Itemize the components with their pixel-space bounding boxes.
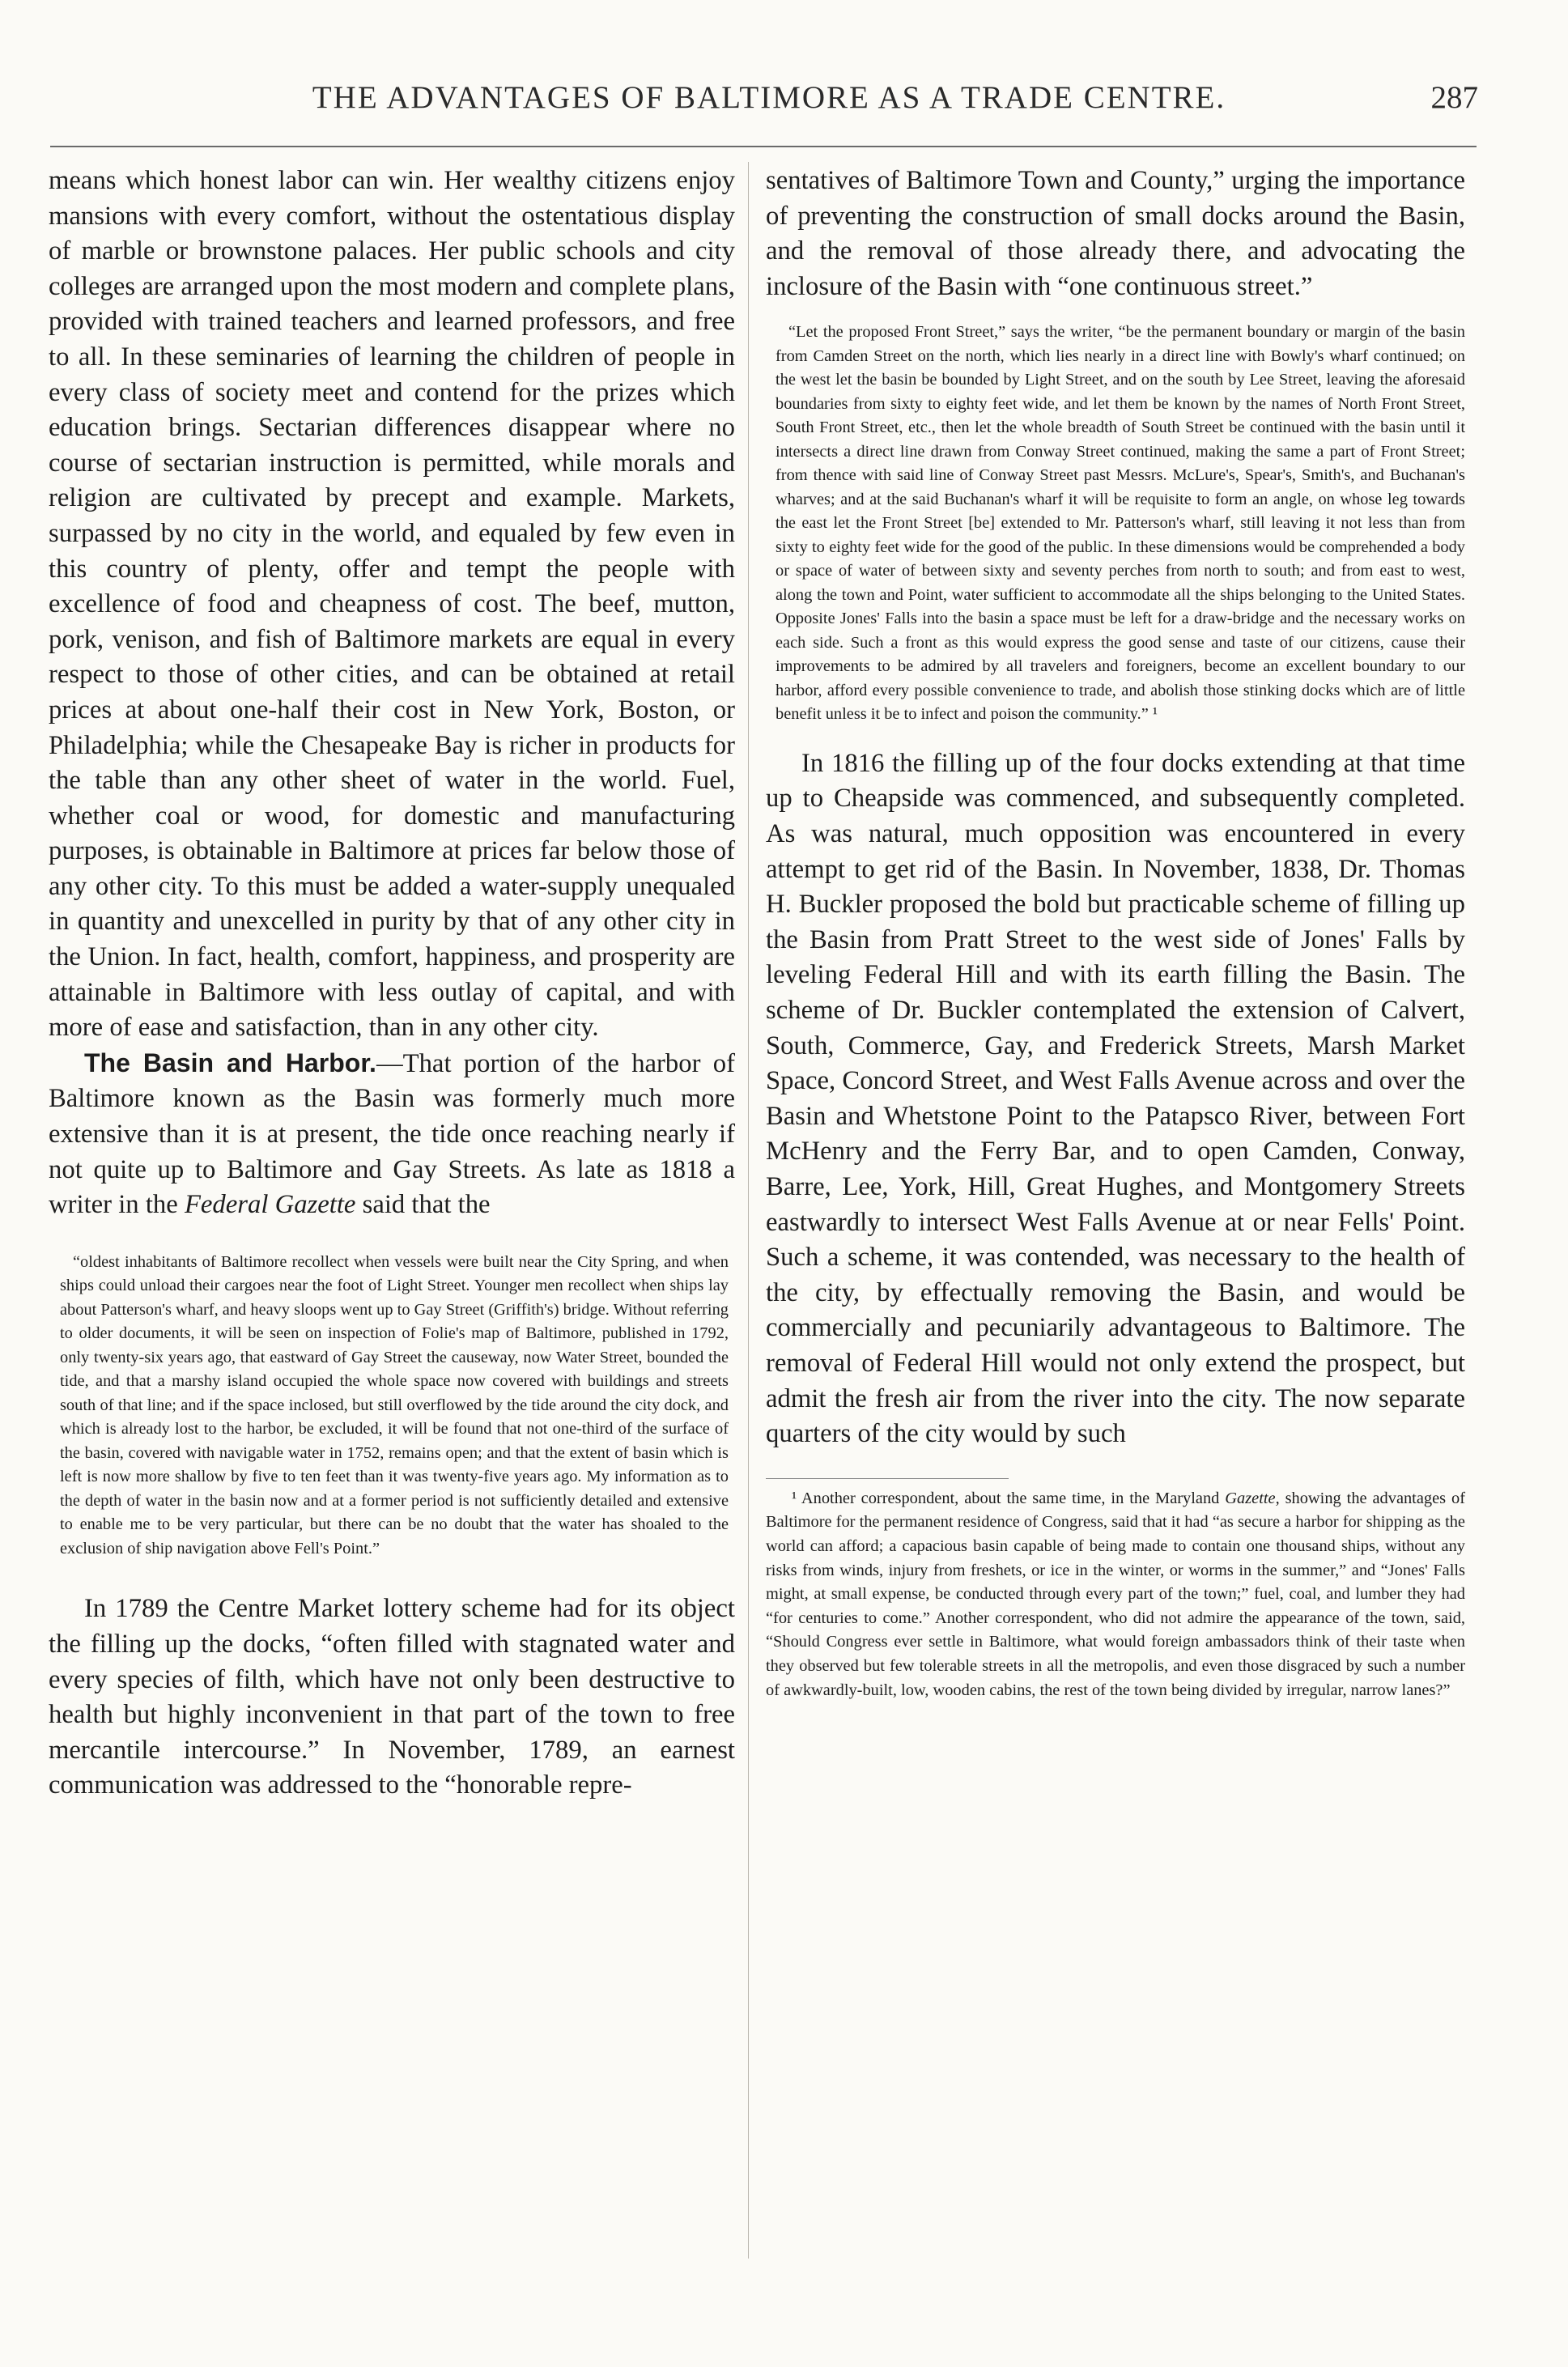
basin-harbor-paragraph xyxy=(49,1046,735,1223)
page-number: 287 xyxy=(1430,80,1478,115)
italic-publication: Federal Gazette xyxy=(184,1190,356,1220)
block-quote: “oldest inhabitants of Baltimore recollect when vessels were built near the City Spring, and when ships could unload their cargoes near the foot of Light Street. Younger men recollect when ships lay about Patterson's wharf, and heavy sloops went up to Gay Street (Griffith's) bridge. Without referring to older documents, it will be seen on inspection of Folie's map of Baltimore, published in 1792, only twenty-six years ago, that eastward of Gay Street the causeway, now Water Street, bounded the tide, and that a marshy island occupied the whole space now covered with buildings and streets south of that line; and if the space inclosed, but still overflowed by the tide around the city dock, and which is already lost to the harbor, be excluded, it will be found that not one-third of the surface of the basin, covered with navigable water in 1752, remains open; and that the extent of basin which is left is now more shallow by five to ten feet than it was twenty-five years ago. My information as to the depth of water in the basin now and at a former period is not sufficiently detailed and extensive to enable me to be very particular, but there can be no doubt that the water has shoaled to the exclusion of ship navigation above Fell's Point.” xyxy=(60,1252,729,1557)
right-column xyxy=(766,164,1465,1702)
header-rule xyxy=(50,146,1477,147)
body-paragraph: means which honest labor can win. Her wealthy citizens enjoy mansions with every comfort, without the ostentatious display of marble or brownstone palaces. Her public schools and city colleges are arranged upon the most modern and complete plans, provided with trained teachers and learned professors, and free to all. In these seminaries of learning the children of people in every class of society meet and contend for the prizes which education brings. Sectarian differences disappear where no course of sectarian instruction is permitted, while morals and religion are cultivated by precept and example. Markets, surpassed by no city in the world, and equaled by few even in this country of plenty, offer and tempt the people with excellence of food and cheapness of cost. The beef, mutton, pork, venison, and fish of Baltimore markets are equal in every respect to those of other cities, and can be obtained at retail prices at about one-half their cost in New York, Boston, or Philadelphia; while the Chesapeake Bay is richer in products for the table than any other sheet of water in the world. Fuel, whether coal or wood, for domestic and manufacturing purposes, is obtainable in Baltimore at prices far below those of any other city. To this must be added a water-supply unequaled in quantity and unexcelled in purity by that of any other city in the Union. In fact, health, comfort, happiness, and prosperity are attainable in Baltimore with less outlay of capital, and with more of ease and satisfaction, than in any other city. xyxy=(49,166,735,1043)
paragraph-text: —That portion of the harbor of Baltimore known as the Basin was formerly much more extensive than it is at present, the tide once reaching nearly if not quite up to Baltimore and Gay Streets. As late as 1818 a writer in the xyxy=(49,1048,736,1220)
italic-publication: Gazette, xyxy=(1225,1489,1280,1507)
left-column xyxy=(49,164,735,1804)
column-divider xyxy=(748,162,749,2259)
block-quote: “Let the proposed Front Street,” says the writer, “be the permanent boundary or margin of the basin from Camden Street on the north, which lies nearly in a direct line with Bowly's wharf continued; on the west let the basin be bounded by Light Street, and on the south by Lee Street, leaving the aforesaid boundaries from sixty to eighty feet wide, and let them be known by the names of North Front Street, South Front Street, etc., then let the whole breadth of South Street be continued with the basin until it intersects a direct line drawn from Conway Street continued, making the same a part of Front Street; from thence with said line of Conway Street past Messrs. McLure's, Spear's, Smith's, and Buchanan's wharves; and at the said Buchanan's wharf it will be requisite to form an angle, on whose leg towards the east let the Front Street [be] extended to Mr. Patterson's wharf, still leaving it not less than from sixty to eighty feet wide for the good of the public. In these dimensions would be comprehended a body or space of water of between sixty and seventy perches from north to south; and from east to west, along the town and Point, water sufficient to accommodate all the ships belonging to the United States. Opposite Jones' Falls into the basin a space must be left for a draw-bridge and the necessary works on each side. Such a front as this would express the good sense and taste of our citizens, cause their improvements to be admired by all travelers and foreigners, become an excellent boundary to our harbor, afford every possible convenience to trade, and abolish those stinking docks which are of little benefit unless it be to infect and poison the community.” ¹ xyxy=(776,323,1465,724)
section-heading: The Basin and Harbor. xyxy=(84,1048,376,1077)
running-header xyxy=(219,79,1478,130)
footnote-text: ¹ Another correspondent, about the same time, in the Maryland xyxy=(792,1489,1226,1507)
body-paragraph: In 1816 the filling up of the four docks extending at that time up to Cheapside was commenced, and subsequently completed. As was natural, much opposition was encountered in every attempt to get rid of the Basin. In November, 1838, Dr. Thomas H. Buckler proposed the bold but practicable scheme of filling up the Basin from Pratt Street to the west side of Jones' Falls by leveling Federal Hill and with its earth filling the Basin. The scheme of Dr. Buckler contemplated the extension of Calvert, South, Commerce, Gay, and Frederick Streets, Marsh Market Space, Concord Street, and West Falls Avenue across and over the Basin and Whetstone Point to the Patapsco River, between Fort McHenry and the Ferry Bar, and to open Camden, Conway, Barre, Lee, York, Hill, Great Hughes, and Montgomery Streets eastwardly to intersect West Falls Avenue at or near Fells' Point. Such a scheme, it was contended, was necessary to the health of the city, by effectually removing the Basin, and would be commercially and pecuniarily advantageous to Baltimore. The removal of Federal Hill would not only extend the prospect, but admit the fresh air from the river into the city. The now separate quarters of the city would by such xyxy=(766,748,1465,1449)
body-paragraph: In 1789 the Centre Market lottery scheme had for its object the filling up the docks, “often filled with stagnated water and every species of filth, which have not only been destructive to health but highly inconvenient in that part of the town to free mercantile intercourse.” In November, 1789, an earnest communication was addressed to the “honorable repre- xyxy=(49,1594,735,1800)
paragraph-text: said that the xyxy=(355,1190,491,1220)
body-paragraph: sentatives of Baltimore Town and County,” urging the importance of preventing the construction of small docks around the Basin, and the removal of those already there, and advocating the inclosure of the Basin with “one continuous street.” xyxy=(766,166,1465,301)
footnote-rule xyxy=(766,1478,1009,1479)
footnote xyxy=(766,1487,1465,1702)
footnote-text: showing the advantages of Baltimore for the permanent residence of Congress, said that it had “as secure a harbor for shipping as the world can afford; a capacious basin capable of being made to contain one thousand ships, without any risks from winds, injury from freshets, or ice in the winter, or worms in the summer,” and “Jones' Falls might, at small expense, be conducted through every part of the town;” fuel, coal, and lumber they had “for centuries to come.” Another correspondent, who did not admire the appearance of the town, said, “Should Congress ever settle in Baltimore, what would foreign ambassadors think of their taste when they observed but few tolerable streets in all the metropolis, and even those disgraced by such a number of awkwardly-built, low, wooden cabins, the rest of the town being divided by irregular, narrow lanes?” xyxy=(766,1489,1466,1699)
running-title: THE ADVANTAGES OF BALTIMORE AS A TRADE CENTRE. xyxy=(312,80,1226,115)
